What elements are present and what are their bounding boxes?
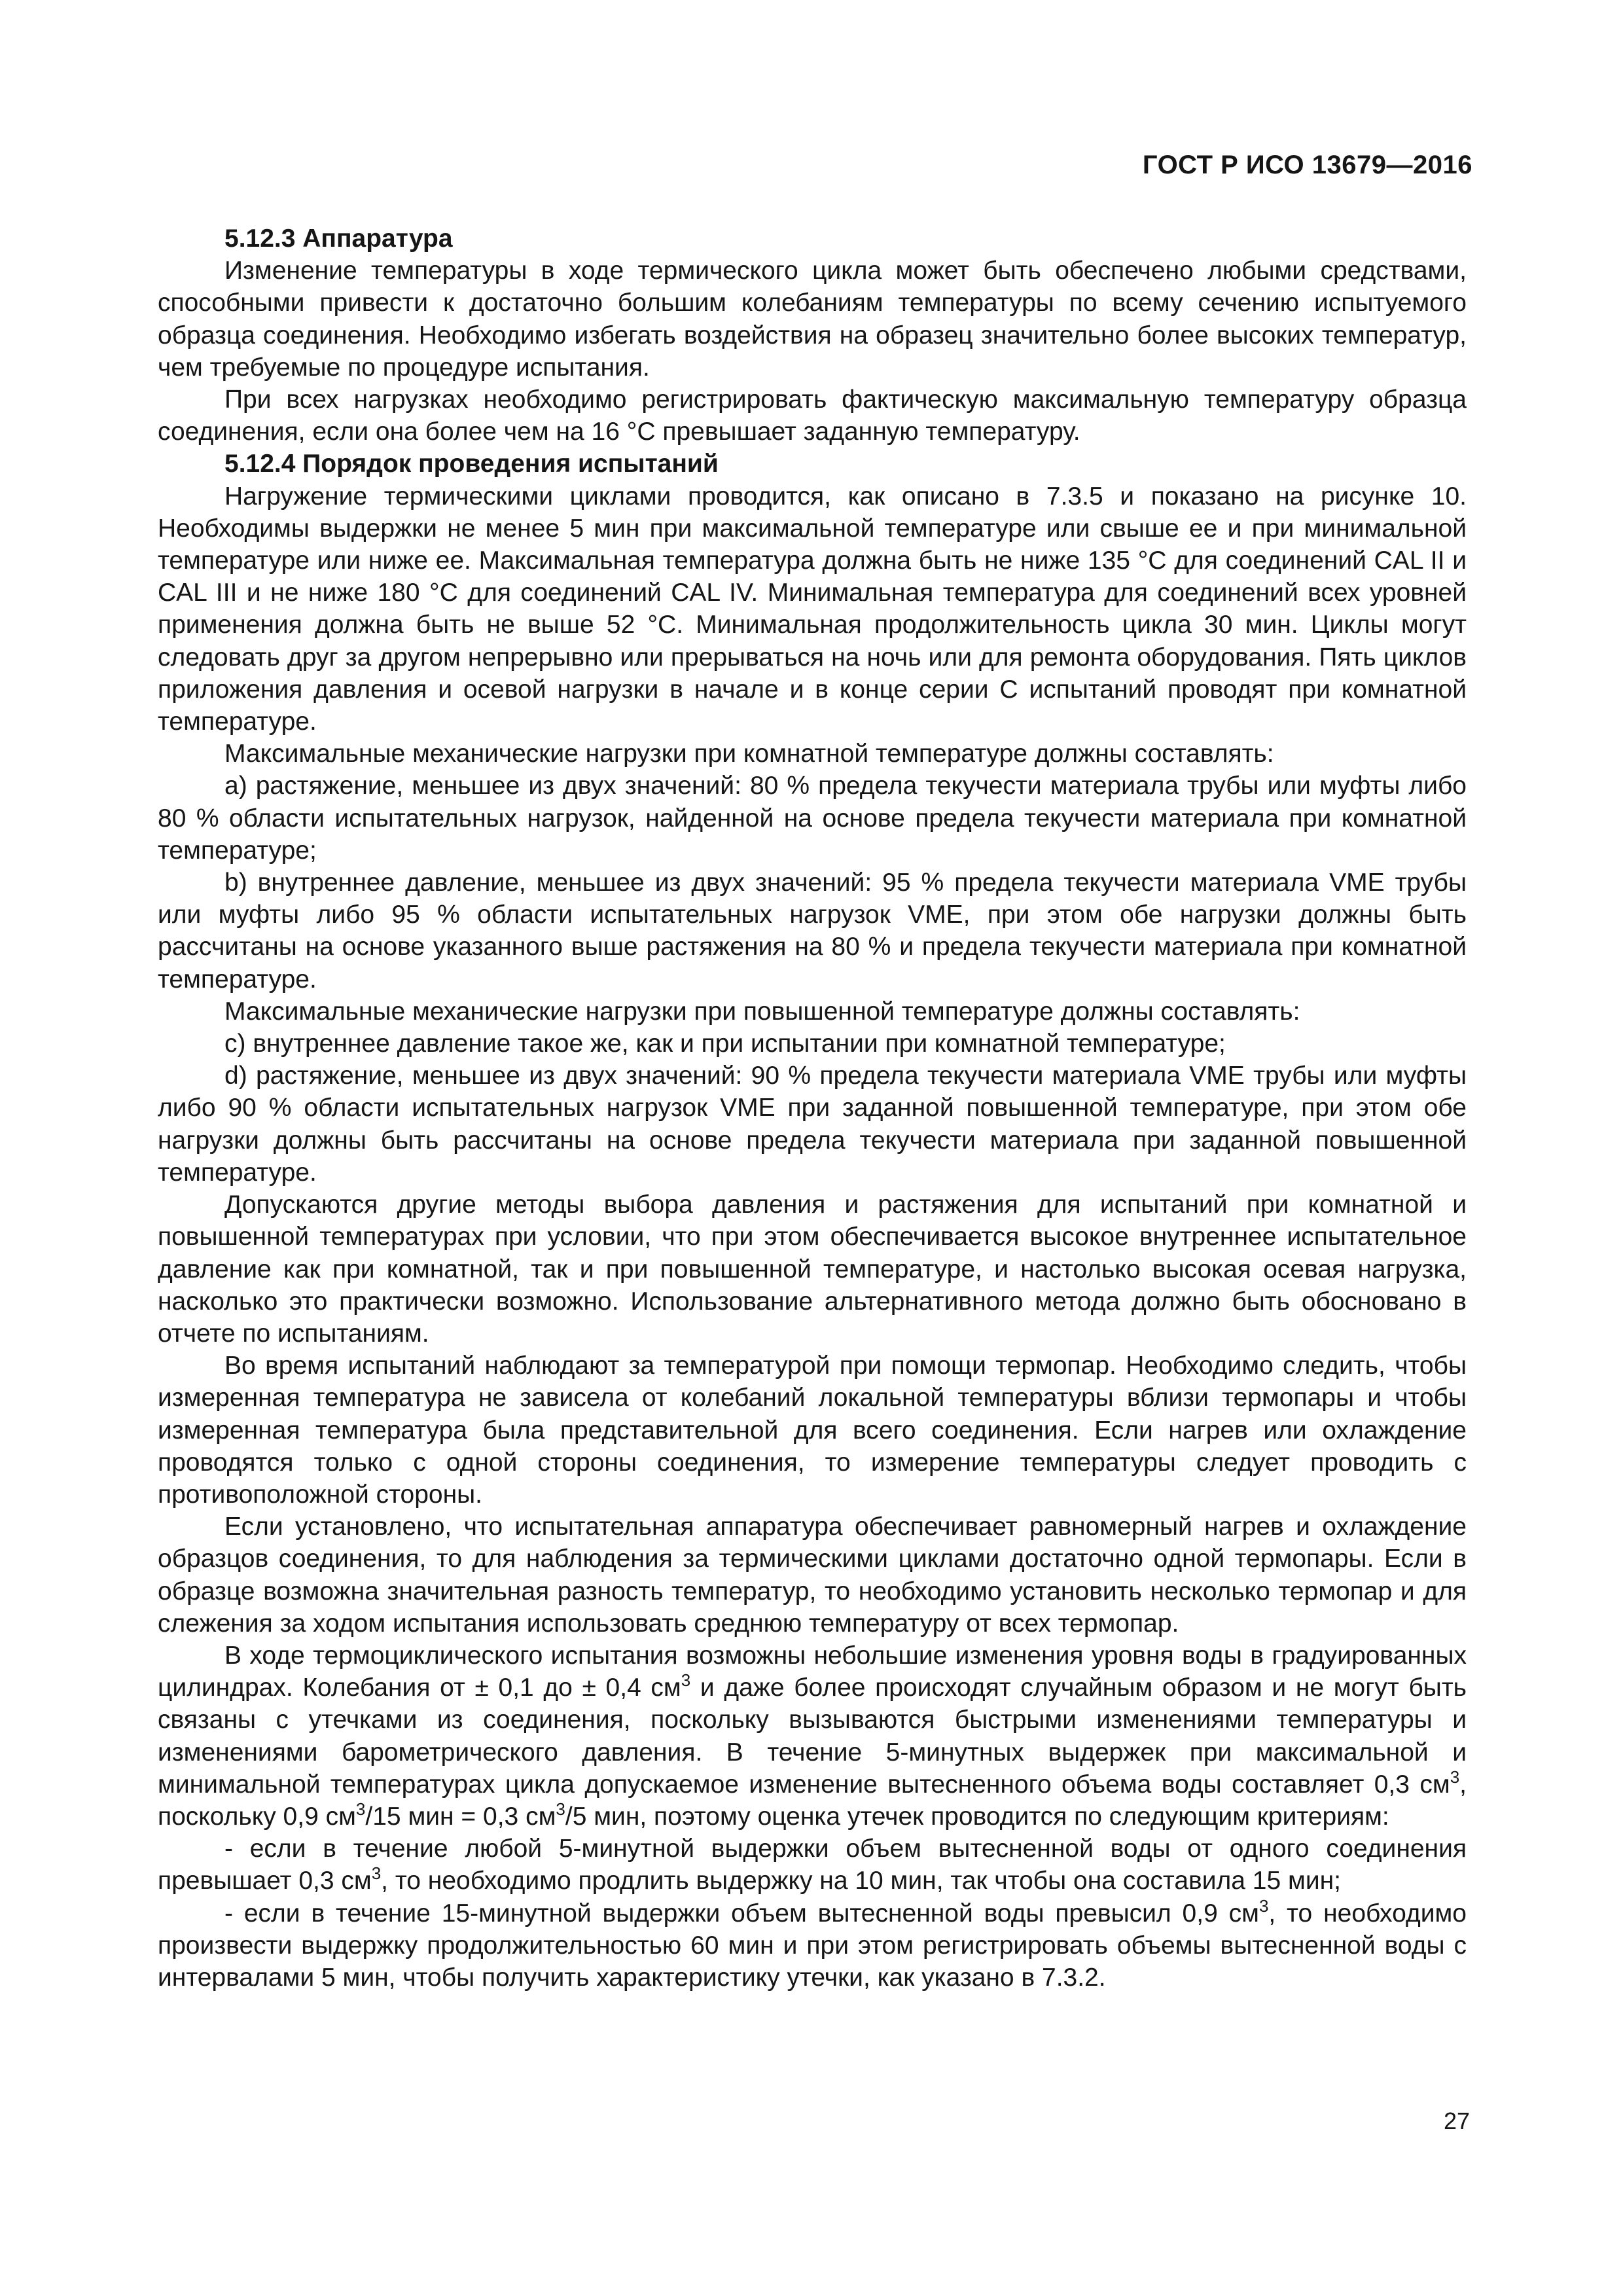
section-5-12-4-paragraph-4: Допускаются другие методы выбора давления и растяжения для испытаний при комнатной и повышенной температурах при условии, что при этом обеспечивается высокое внутреннее испытательное давление как при комнатной, так и при повышенной температуре, и настолько высокая осевая нагрузка, насколько это практически возможно. Использование альтернативного метода должно быть обосновано в отчете по испытаниям. [158, 1191, 1467, 1348]
list-item-a: а) растяжение, меньшее из двух значений: 80 % предела текучести материала трубы или муфты либо 80 % области испытательных нагрузок, найденной на основе предела текучести материала при комнатной температуре; [158, 772, 1467, 865]
criteria-item-1 [158, 1833, 1467, 1897]
superscript-3: 3 [371, 1863, 382, 1884]
section-5-12-4-paragraph-3: Максимальные механические нагрузки при повышенной температуре должны составлять: [224, 997, 1300, 1026]
paragraph-7-text-e: /5 мин, поэтому оценка утечек проводится по следующим критериям: [565, 1802, 1389, 1831]
superscript-3: 3 [355, 1799, 366, 1819]
list-item-d: d) растяжение, меньшее из двух значений: 90 % предела текучести материала VME трубы или муфты либо 90 % области испытательных нагрузок VME при заданной повышенной температуре, при этом обе нагрузки должны быть рассчитаны на основе предела текучести материала при заданной повышенной температуре. [158, 1062, 1467, 1187]
section-5-12-4-heading: 5.12.4 Порядок проведения испытаний [224, 450, 719, 478]
document-body [158, 223, 1467, 1994]
section-5-12-4-paragraph-6: Если установлено, что испытательная аппаратура обеспечивает равномерный нагрев и охлаждение образцов соединения, то для наблюдения за термическими циклами достаточно одной термопары. Если в образце возможна значительная разность температур, то необходимо установить несколько термопар и для слежения за ходом испытания использовать среднюю температуру от всех термопар. [158, 1513, 1467, 1638]
section-5-12-4-paragraph-7 [158, 1640, 1467, 1833]
criteria-2-text-b: , то необходимо произвести выдержку продолжительностью 60 мин и при этом регистрировать объемы вытесненной воды с интервалами 5 мин, чтобы получить характеристику утечки, как указано в 7.3.2. [158, 1899, 1467, 1992]
criteria-item-2 [158, 1897, 1467, 1994]
section-5-12-4-paragraph-1: Нагружение термическими циклами проводится, как описано в 7.3.5 и показано на рисунке 10. Необходимы выдержки не менее 5 мин при максимальной температуре или свыше ее и при минимальной температуре или ниже ее. Максимальная температура должна быть не ниже 135 °С для соединений CAL II и CAL III и не ниже 180 °С для соединений CAL IV. Минимальная температура для соединений всех уровней применения должна быть не выше 52 °С. Минимальная продолжительность цикла 30 мин. Циклы могут следовать друг за другом непрерывно или прерываться на ночь или для ремонта оборудования. Пять циклов приложения давления и осевой нагрузки в начале и в конце серии С испытаний проводят при комнатной температуре. [158, 482, 1467, 736]
paragraph-7-text-b: и даже более происходят случайным образом и не могут быть связаны с утечками из соединения, поскольку вызываются быстрыми изменениями температуры и изменениями барометрического давления. В течение 5-минутных выдержек при максимальной и минимальной температурах цикла допускаемое изменение вытесненного объема воды составляет 0,3 см [158, 1674, 1467, 1799]
section-5-12-3-paragraph-2: При всех нагрузках необходимо регистрировать фактическую максимальную температуру образца соединения, если она более чем на 16 °С превышает заданную температуру. [158, 386, 1467, 446]
superscript-3: 3 [1450, 1767, 1460, 1787]
page-number: 27 [1443, 2108, 1470, 2134]
criteria-2-text-a: - если в течение 15-минутной выдержки объем вытесненной воды превысил 0,9 см [224, 1899, 1259, 1928]
criteria-1-text-b: , то необходимо продлить выдержку на 10 мин, так чтобы она составила 15 мин; [381, 1867, 1341, 1895]
list-item-b: b) внутреннее давление, меньшее из двух значений: 95 % предела текучести материала VME трубы или муфты либо 95 % области испытательных нагрузок VME, при этом обе нагрузки должны быть рассчитаны на основе указанного выше растяжения на 80 % и предела текучести материала при комнатной температуре. [158, 869, 1467, 994]
paragraph-7-text-a: В ходе термоциклического испытания возможны небольшие изменения уровня воды в градуированных цилиндрах. Колебания от ± 0,1 до ± 0,4 см [158, 1641, 1467, 1702]
section-5-12-3-paragraph-1: Изменение температуры в ходе термического цикла может быть обеспечено любыми средствами, способными привести к достаточно большим колебаниям температуры по всему сечению испытуемого образца соединения. Необходимо избегать воздействия на образец значительно более высоких температур, чем требуемые по процедуре испытания. [158, 257, 1467, 382]
superscript-3: 3 [681, 1670, 691, 1691]
section-5-12-3-heading: 5.12.3 Аппаратура [224, 224, 453, 253]
superscript-3: 3 [1258, 1895, 1269, 1916]
superscript-3: 3 [556, 1799, 565, 1819]
section-5-12-4-paragraph-5: Во время испытаний наблюдают за температурой при помощи термопар. Необходимо следить, чтобы измеренная температура не зависела от колебаний локальной температуры вблизи термопары и чтобы измеренная температура была представительной для всего соединения. Если нагрев или охлаждение проводятся только с одной стороны соединения, то измерение температуры следует проводить с противоположной стороны. [158, 1352, 1467, 1509]
list-item-c: с) внутреннее давление такое же, как и при испытании при комнатной температуре; [224, 1030, 1226, 1058]
criteria-1-text-a: - если в течение любой 5-минутной выдержки объем вытесненной воды от одного соединения превышает 0,3 см [158, 1835, 1467, 1895]
section-5-12-4-paragraph-2: Максимальные механические нагрузки при комнатной температуре должны составлять: [224, 740, 1274, 768]
paragraph-7-text-c: , поскольку 0,9 см [158, 1770, 1467, 1831]
standard-code-header: ГОСТ Р ИСО 13679—2016 [1142, 151, 1472, 179]
paragraph-7-text-d: /15 мин = 0,3 см [365, 1802, 556, 1831]
